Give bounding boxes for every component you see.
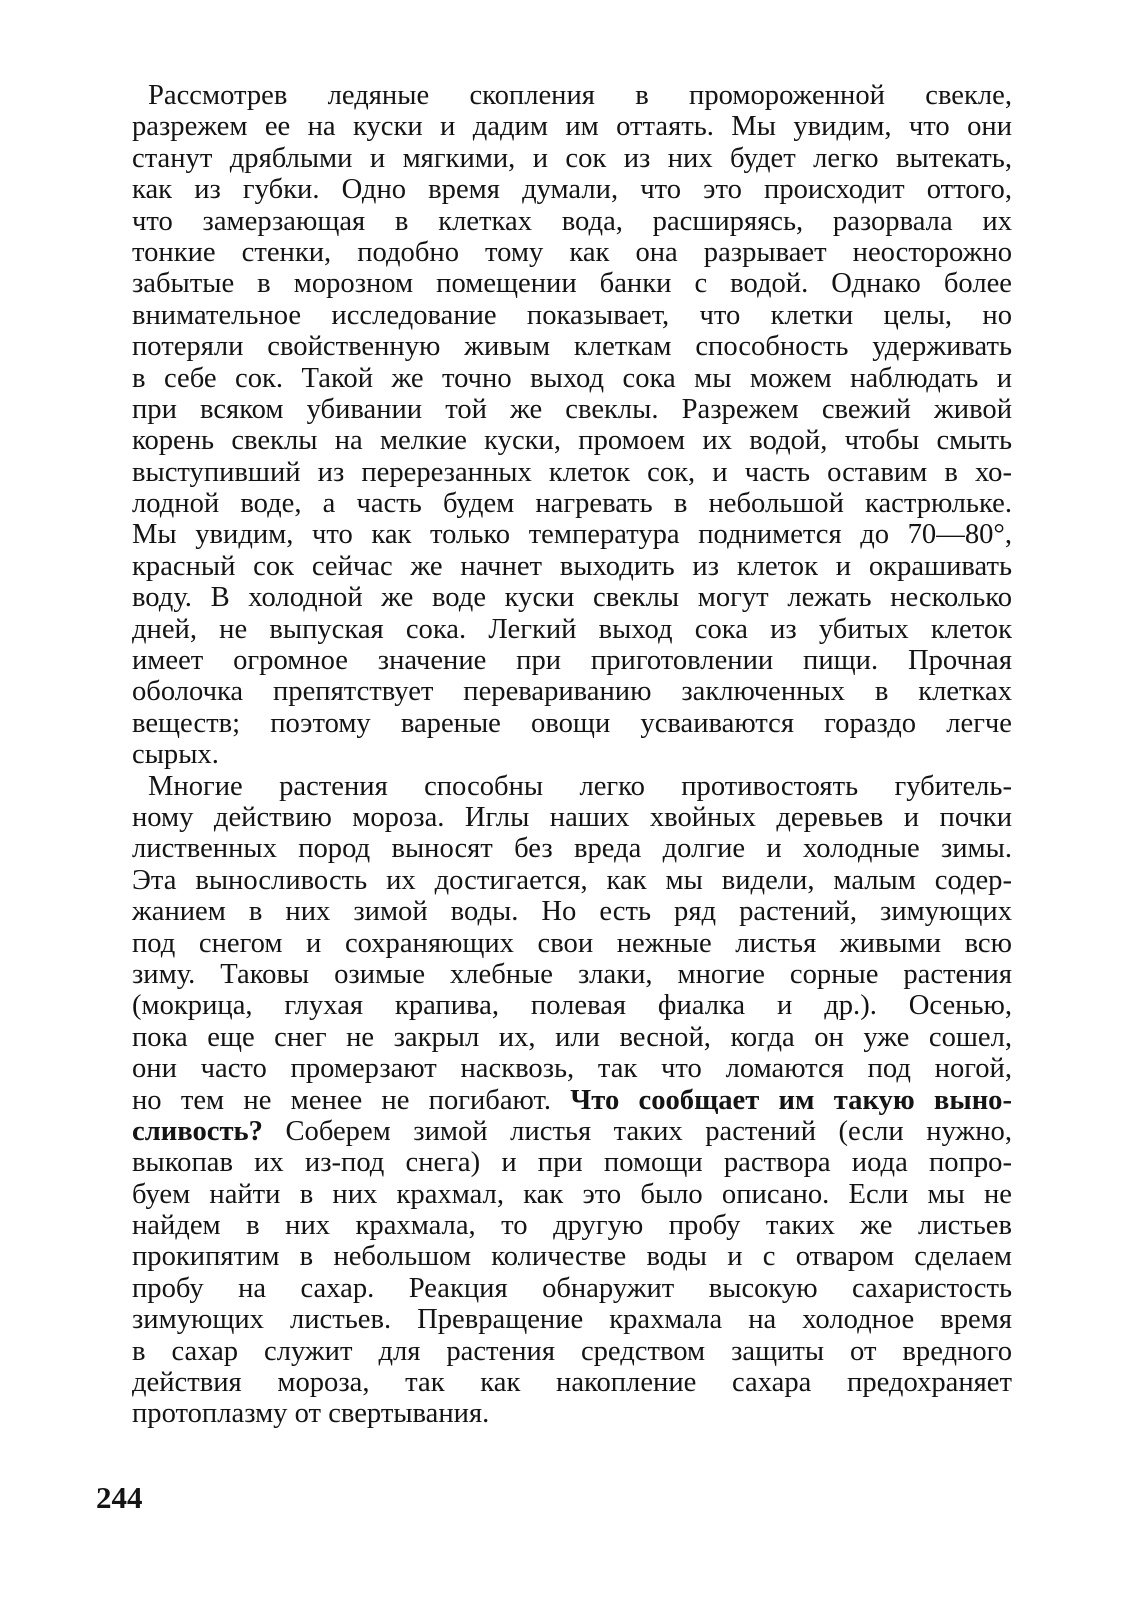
text-line: найдем в них крахмала, то другую пробу таких же листьев bbox=[132, 1210, 1012, 1242]
text-line: в сахар служит для растения средством защиты от вредного bbox=[132, 1335, 1012, 1367]
text-line: при всяком убивании той же свеклы. Разрежем свежий живой bbox=[132, 393, 1012, 425]
plain-text: Соберем зимой листья таких растений (если нужно, bbox=[262, 1115, 1012, 1147]
text-line: веществ; поэтому вареные овощи усваиваются гораздо легче bbox=[132, 707, 1012, 739]
text-line: тонкие стенки, подобно тому как она разрывает неосторожно bbox=[132, 236, 1012, 268]
text-line: выкопав их из-под снега) и при помощи раствора иода попро- bbox=[132, 1147, 1012, 1179]
text-line: сырых. bbox=[132, 739, 219, 771]
text-line: Рассмотрев ледяные скопления в промороженной свекле, bbox=[148, 80, 1012, 111]
text-line: пробу на сахар. Реакция обнаружит высокую сахаристость bbox=[132, 1272, 1012, 1304]
text-line: протоплазму от свертывания. bbox=[132, 1398, 490, 1430]
text-line: они часто промерзают насквозь, так что ломаются под ногой, bbox=[132, 1053, 1012, 1085]
text-line: имеет огромное значение при приготовлении пищи. Прочная bbox=[132, 645, 1012, 677]
text-line: зимующих листьев. Превращение крахмала на холодное время bbox=[132, 1304, 1012, 1336]
text-line: Многие растения способны легко противостоять губитель- bbox=[148, 770, 1012, 802]
text-line: выступивший из перерезанных клеток сок, и часть оставим в хо- bbox=[132, 456, 1012, 488]
text-line: ному действию мороза. Иглы наших хвойных деревьев и почки bbox=[132, 801, 1012, 833]
text-line: красный сок сейчас же начнет выходить из клеток и окрашивать bbox=[132, 550, 1012, 582]
text-line: воду. В холодной же воде куски свеклы могут лежать несколько bbox=[132, 582, 1012, 614]
paragraph-1 bbox=[132, 80, 1012, 771]
text-line: забытые в морозном помещении банки с водой. Однако более bbox=[132, 268, 1012, 300]
text-line: станут дряблыми и мягкими, и сок из них будет легко вытекать, bbox=[132, 142, 1012, 174]
text-line: как из губки. Одно время думали, что это происходит оттого, bbox=[132, 174, 1012, 206]
text-line: под снегом и сохраняющих свои нежные листья живыми всю bbox=[132, 927, 1012, 959]
page-number: 244 bbox=[96, 1480, 143, 1515]
text-line: внимательное исследование показывает, что клетки целы, но bbox=[132, 299, 1012, 331]
paragraph-2 bbox=[132, 771, 1012, 1430]
text-line: дней, не выпуская сока. Легкий выход сока из убитых клеток bbox=[132, 613, 1012, 645]
text-line: что замерзающая в клетках вода, расширяясь, разорвала их bbox=[132, 205, 1012, 237]
text-line: (мокрица, глухая крапива, полевая фиалка и др.). Осенью, bbox=[132, 990, 1012, 1022]
text-line-mixed bbox=[132, 1116, 1012, 1147]
text-line: буем найти в них крахмал, как это было описано. Если мы не bbox=[132, 1178, 1012, 1210]
text-line: зиму. Таковы озимые хлебные злаки, многие сорные растения bbox=[132, 958, 1012, 990]
text-line: Мы увидим, что как только температура поднимется до 70—80°, bbox=[132, 519, 1012, 551]
text-line: лиственных пород выносят без вреда долгие и холодные зимы. bbox=[132, 833, 1012, 865]
bold-question-text: сливость? bbox=[132, 1115, 263, 1147]
text-line: жанием в них зимой воды. Но есть ряд растений, зимующих bbox=[132, 896, 1012, 928]
body-text bbox=[132, 80, 1012, 1430]
text-line: лодной воде, а часть будем нагревать в небольшой кастрюльке. bbox=[132, 488, 1012, 520]
text-line-mixed bbox=[132, 1085, 1012, 1116]
text-line: прокипятим в небольшом количестве воды и с отваром сделаем bbox=[132, 1241, 1012, 1273]
text-line: разрежем ее на куски и дадим им оттаять. Мы увидим, что они bbox=[132, 111, 1012, 143]
text-line: оболочка препятствует перевариванию заключенных в клетках bbox=[132, 676, 1012, 708]
plain-text: но тем не менее не погибают. bbox=[132, 1084, 571, 1116]
text-line: в себе сок. Такой же точно выход сока мы можем наблюдать и bbox=[132, 362, 1012, 394]
text-line: корень свеклы на мелкие куски, промоем их водой, чтобы смыть bbox=[132, 425, 1012, 457]
text-line: действия мороза, так как накопление сахара предохраняет bbox=[132, 1367, 1012, 1399]
text-line: пока еще снег не закрыл их, или весной, когда он уже сошел, bbox=[132, 1021, 1012, 1053]
text-line: Эта выносливость их достигается, как мы видели, малым содер- bbox=[132, 864, 1012, 896]
bold-question-text: Что сообщает им такую выно- bbox=[570, 1084, 1012, 1116]
text-line: потеряли свойственную живым клеткам способность удерживать bbox=[132, 331, 1012, 363]
